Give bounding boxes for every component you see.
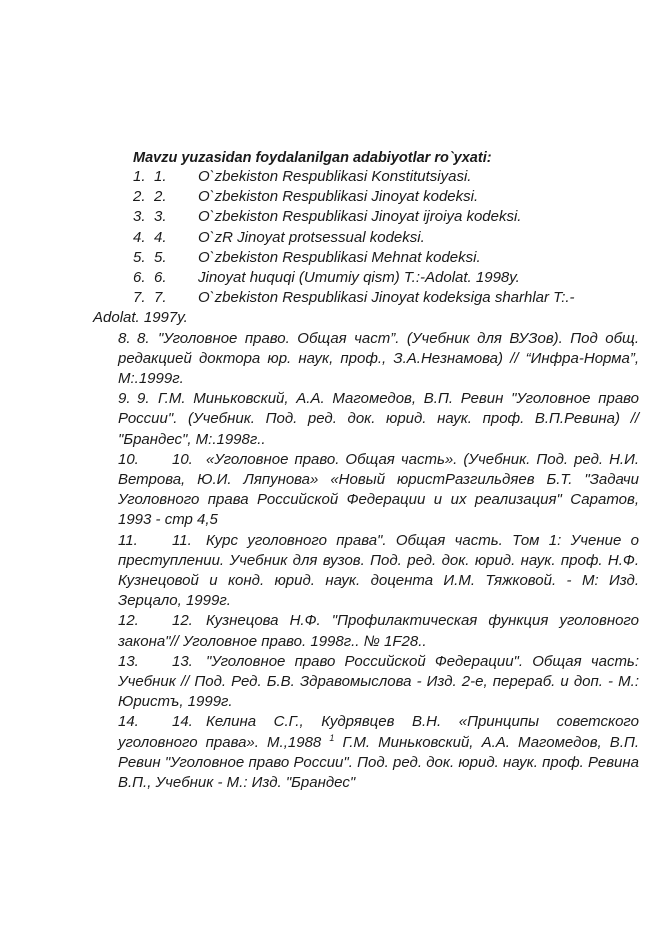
item-number: 4. xyxy=(133,228,146,246)
list-item xyxy=(0,167,661,187)
item-text: Курс уголовного права". Общая часть. Том 1: Учение о преступлении. Учебник для вузов. Под. ред. док. юрид. наук. проф. Н.Ф. Кузнецовой и конд. юрид. наук. доцента И.М. Тяжковой. - М: Изд. Зерцало, 1999г. xyxy=(118,531,639,610)
item-number: 11. xyxy=(118,531,138,549)
item-number: 12. xyxy=(118,612,139,630)
item-subnumber: 3. xyxy=(154,208,167,226)
item-text-part: Г.М. Миньковский, А.А. Магомедов, В.П. Ревин "Уголовное право России". Под. ред. док. юрид. наук. проф. Ревина В.П., Учебник - М.: Изд. "Брандес" xyxy=(118,733,640,791)
item-subnumber: 9. xyxy=(137,390,150,408)
list-item xyxy=(0,268,661,288)
item-subnumber: 7. xyxy=(154,289,167,307)
list-item xyxy=(0,450,661,531)
item-text: O`zR Jinoyat protsessual kodeksi. xyxy=(198,228,425,246)
item-text: O`zbekiston Respublikasi Mehnat kodeksi. xyxy=(198,248,481,266)
list-item xyxy=(0,248,661,268)
item-text xyxy=(118,712,639,793)
item-text: "Уголовное право Российской Федерации". Общая часть: Учебник // Под. Ред. Б.В. Здравомыслова - Изд. 2-е, перераб. и доп. - М.: Юристъ, 1999г. xyxy=(118,652,639,711)
list-item xyxy=(0,329,661,390)
list-item xyxy=(0,207,661,227)
item-text: O`zbekiston Respublikasi Jinoyat kodeksiga sharhlar T:.- xyxy=(198,289,575,307)
item-subnumber: 13. xyxy=(172,652,193,670)
item-number: 5. xyxy=(133,248,146,266)
item-text: Кузнецова Н.Ф. "Профилактическая функция уголовного закона"// Уголовное право. 1998г.. № 1F28.. xyxy=(118,612,639,650)
item-number: 3. xyxy=(133,208,146,226)
item-text-part: Келина С.Г., Кудрявцев В.Н. «Принципы советского уголовного права». М.,1988 xyxy=(118,713,639,751)
list-item xyxy=(0,187,661,207)
list-item xyxy=(0,228,661,248)
item-text: Г.М. Миньковский, А.А. Магомедов, В.П. Ревин "Уголовное право России". (Учебник. Под. ред. док. юрид. наук. проф. В.П.Ревина) // "Брандес", М:.1998г.. xyxy=(118,390,639,448)
list-item xyxy=(0,611,661,651)
item-text: "Уголовное право. Общая част”. (Учебник для ВУЗов). Под общ. редакцией доктора юр. наук, проф., З.А.Незнамова) // “Инфра-Норма”, М:.1999г. xyxy=(118,329,639,387)
item-text: Jinoyat huquqi (Umumiy qism) T.:-Adolat. 1998y. xyxy=(198,268,520,286)
item-number: 1. xyxy=(133,168,146,185)
item-subnumber: 11. xyxy=(172,531,192,549)
item-text: O`zbekiston Respublikasi Konstitutsiyasi. xyxy=(198,168,472,185)
item-subnumber: 1. xyxy=(154,168,167,185)
item-number: 10. xyxy=(118,450,139,468)
item-number: 2. xyxy=(133,188,146,206)
item-subnumber: 4. xyxy=(154,228,167,246)
item-text: O`zbekiston Respublikasi Jinoyat ijroiya kodeksi. xyxy=(198,208,522,226)
item-subnumber: 14. xyxy=(172,713,193,731)
item-number: 13. xyxy=(118,652,139,670)
item-number: 7. xyxy=(133,289,146,307)
item-subnumber: 10. xyxy=(172,450,193,468)
bibliography-heading: Mavzu yuzasidan foydalanilgan adabiyotlar ro`yxati: xyxy=(133,150,492,166)
list-item xyxy=(0,712,661,793)
item-subnumber: 5. xyxy=(154,248,167,266)
item-number: 9. xyxy=(118,390,131,408)
item-subnumber: 6. xyxy=(154,268,167,286)
item-subnumber: 2. xyxy=(154,188,167,206)
bibliography-list xyxy=(0,167,661,793)
item-number: 6. xyxy=(133,268,146,286)
item-subnumber: 12. xyxy=(172,612,193,630)
item-number: 8. xyxy=(118,329,131,347)
item-text-continuation: Adolat. 1997y. xyxy=(93,309,188,327)
list-item xyxy=(0,288,661,328)
item-text: O`zbekiston Respublikasi Jinoyat kodeksi. xyxy=(198,188,479,206)
item-number: 14. xyxy=(118,713,139,731)
list-item xyxy=(0,531,661,612)
list-item xyxy=(0,389,661,450)
item-text: «Уголовное право. Общая часть». (Учебник. Под. ред. Н.И. Ветрова, Ю.И. Ляпунова» «Новый юристРазгильдяев Б.Т. "Задачи Уголовного права Российской Федерации и их реализация" Саратов, 1993 - стр 4,5 xyxy=(118,450,639,529)
list-item xyxy=(0,652,661,713)
footnote-marker: 1 xyxy=(329,732,335,743)
item-subnumber: 8. xyxy=(137,329,150,347)
